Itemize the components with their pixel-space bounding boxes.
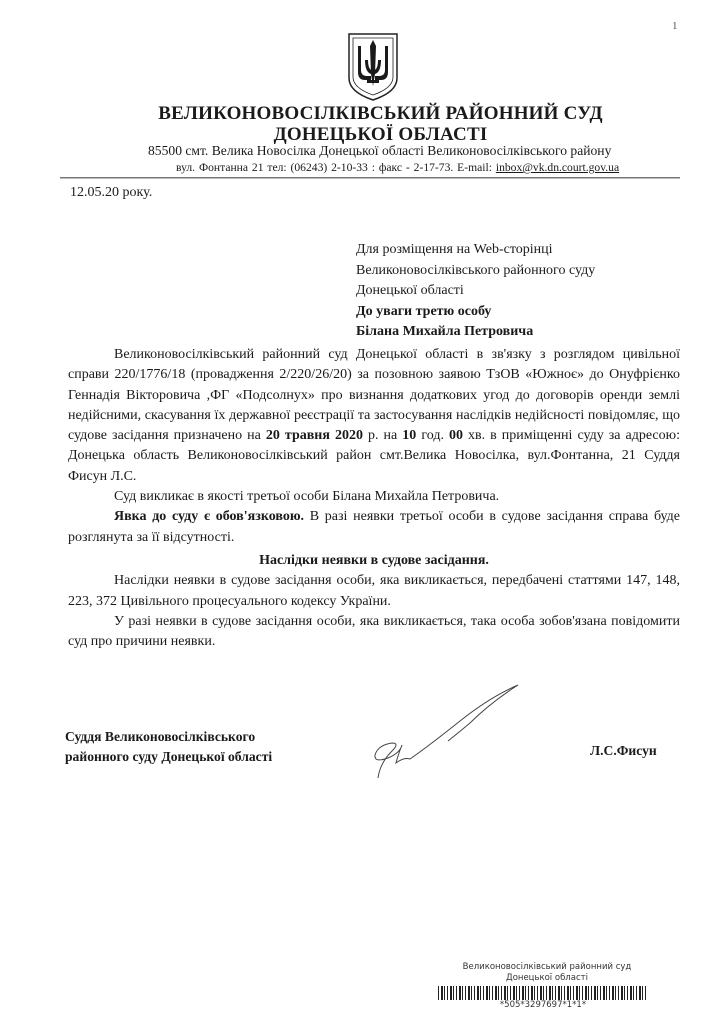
stamp-line1: Великоновосілківський районний суд — [462, 962, 632, 972]
text: хв. в приміщенні суду за адресою: Донецька область Великоновосілківський район смт.Велика Новосілка, вул.Фонтанна, 21 Суддя Фисун Л.С. — [68, 428, 680, 484]
court-name-line2: ДОНЕЦЬКОЇ ОБЛАСТІ — [273, 124, 488, 145]
addressee-person: Білана Михайла Петровича — [356, 324, 534, 339]
hearing-hour: 10 — [402, 428, 417, 444]
hearing-minutes: 00 — [448, 428, 463, 444]
addressee-block — [356, 240, 595, 343]
text: Великоновосілківський районний суд Донецької області в зв'язку з розглядом цивільної справи 220/1776/18 (провадження 2/220/26/20) за позовною заявою ТзОВ «Южноє» до Онуфрієнко Геннадія Вікторовича ,ФГ «Подсолнух» про визнання додаткових угод до договорів оренди землі недійсними, скасування їх державної реєстрації та застосування наслідків недійсності повідомляє, що судове засідання призначено на — [68, 347, 680, 444]
addressee-line: Великоновосілківського районного суду — [356, 262, 596, 278]
paragraph-attendance — [68, 507, 680, 548]
header-divider — [60, 177, 680, 179]
notice-body — [68, 345, 680, 652]
email-link[interactable]: inbox@vk.dn.court.gov.ua — [495, 161, 620, 174]
addressee-line: Для розміщення на Web-сторінці — [356, 242, 553, 257]
paragraph-consequences: Наслідки неявки в судове засідання особи, яка викликається, передбачені статтями 147, 148, 223, 372 Цивільного процесуального кодексу України. — [68, 573, 680, 609]
document-date: 12.05.20 року. — [70, 185, 153, 200]
judge-title — [65, 727, 272, 767]
court-name-line1: ВЕЛИКОНОВОСІЛКІВСЬКИЙ РАЙОННИЙ СУД — [158, 103, 603, 124]
paragraph-hearing — [68, 345, 680, 487]
court-contacts — [176, 161, 619, 174]
registration-stamp — [462, 962, 632, 984]
addressee-attention: До уваги третю особу — [356, 303, 492, 319]
paragraph-notify: У разі неявки в судове засідання особи, яка викликається, така особа зобов'язана повідомити суд про причини неявки. — [68, 613, 680, 650]
contacts-text: вул. Фонтанна 21 тел: (06243) 2-10-33 : факс - 2-17-73. E-mail: — [176, 161, 496, 174]
barcode-icon — [438, 986, 648, 1000]
handwritten-signature-icon — [370, 683, 520, 783]
attendance-mandatory: Явка до суду є обов'язковою. — [114, 509, 305, 525]
court-address: 85500 смт. Велика Новосілка Донецької області Великоновосілківського району — [148, 143, 612, 158]
addressee-line: Донецької області — [356, 283, 464, 298]
page-number: 1 — [672, 20, 678, 32]
trident-coat-of-arms-icon — [343, 30, 403, 102]
text: В разі неявки третьої особи в судове засідання справа буде розглянута за її відсутності. — [68, 509, 681, 545]
paragraph-summons: Суд викликає в якості третьої особи Білана Михайла Петровича. — [114, 489, 500, 505]
judge-title-line1: Суддя Великоновосілківського — [65, 729, 256, 744]
judge-title-line2: районного суду Донецької області — [65, 749, 273, 764]
stamp-line2: Донецької області — [506, 973, 588, 983]
barcode-number: *505*3297697*1*1* — [499, 1000, 587, 1010]
text: год. — [416, 428, 449, 444]
text: р. на — [362, 428, 403, 444]
judge-name: Л.С.Фисун — [590, 743, 657, 758]
hearing-date: 20 травня 2020 — [265, 428, 363, 444]
section-heading: Наслідки неявки в судове засідання. — [259, 552, 489, 568]
